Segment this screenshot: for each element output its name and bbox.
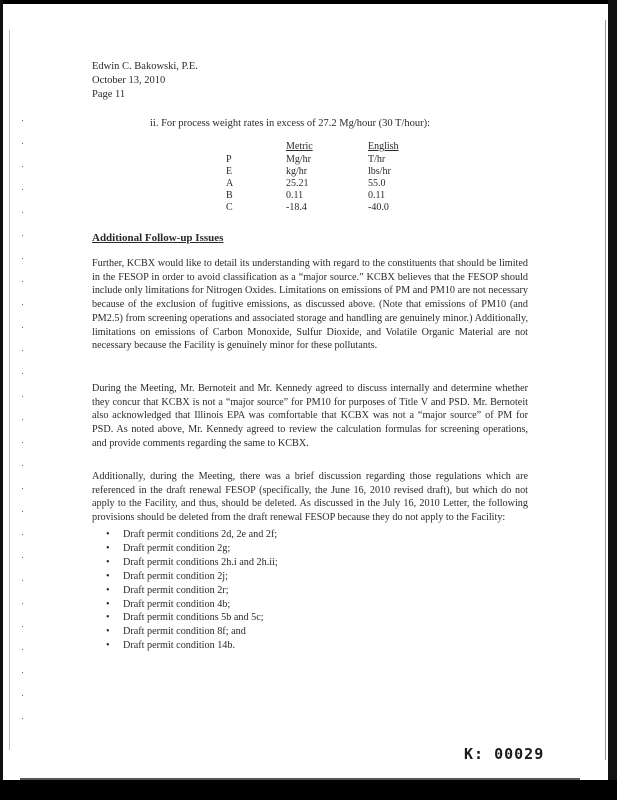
bates-stamp: K: 00029 bbox=[464, 745, 545, 763]
page-number: Page 11 bbox=[92, 89, 126, 100]
bullet-icon: • bbox=[106, 584, 110, 596]
bullet-icon: • bbox=[106, 640, 110, 652]
list-item: • Draft permit condition 2r; bbox=[106, 584, 229, 596]
list-item: • Draft permit conditions 2d, 2e and 2f; bbox=[106, 529, 278, 540]
column-english: English bbox=[368, 141, 399, 152]
section-heading: Additional Follow-up Issues bbox=[92, 232, 224, 244]
table-row: E kg/hr lbs/hr bbox=[226, 166, 391, 177]
table-row: B 0.11 0.11 bbox=[226, 190, 386, 201]
bullet-icon: • bbox=[106, 542, 110, 554]
list-item: • Draft permit condition 2j; bbox=[106, 570, 228, 582]
paragraph-meeting: During the Meeting, Mr. Bernoteit and Mr. Kennedy agreed to discuss internally and determine whether they concur that KCBX is not a “major source” for PM10 for purposes of Title V and PSD. Mr. Bernoteit also acknowledged that Illinois EPA was comfortable that KCBX was not a “major source” of PM for PSD. As noted above, Mr. Kennedy agreed to review the calculation formulas for screening operations, and provide comments regarding the same to KCBX. bbox=[92, 383, 528, 449]
list-item: • Draft permit condition 8f; and bbox=[106, 626, 246, 638]
list-item: • Draft permit conditions 2h.i and 2h.ii; bbox=[106, 556, 278, 568]
letter-date: October 13, 2010 bbox=[92, 75, 166, 86]
bullet-icon: • bbox=[106, 612, 110, 624]
table-row: A 25.21 55.0 bbox=[226, 178, 386, 189]
paragraph-regulations: Additionally, during the Meeting, there was a brief discussion regarding those regulations which are referenced in the draft renewal FESOP (specifically, the June 16, 2010 revised draft), but which do not apply to the Facility, and thus, should be deleted. As discussed in the July 16, 2010 Letter, the following provisions should be deleted from the draft renewal FESOP because they do not apply to the Facility: bbox=[92, 471, 528, 524]
paragraph-major-source: Further, KCBX would like to detail its understanding with regard to the constituents that should be limited in the FESOP in order to avoid classification as a “major source.” KCBX believes that the FESOP should include only limitations for Nitrogen Oxides. Limitations on emissions of PM and PM10 are not necessary because of the exclusion of fugitive emissions, as discussed above. (Note that emissions of PM10 (and PM2.5) from screening operations and associated storage and handling are genuinely minor.) Additionally, limitations on emissions of Carbon Monoxide, Sulfur Dioxide, and Volatile Organic Material are not necessary because the Facility is genuinely minor for these pollutants. bbox=[92, 258, 528, 352]
bullet-icon: • bbox=[106, 626, 110, 638]
bullet-icon: • bbox=[106, 529, 110, 540]
list-item: • Draft permit condition 4b; bbox=[106, 598, 231, 610]
bullet-icon: • bbox=[106, 598, 110, 610]
table-row: C -18.4 -40.0 bbox=[226, 202, 389, 213]
list-item: • Draft permit conditions 5b and 5c; bbox=[106, 612, 264, 624]
permit-condition-list bbox=[106, 528, 278, 653]
condition-text: ii. For process weight rates in excess of 27.2 Mg/hour (30 T/hour): bbox=[150, 118, 431, 129]
column-metric: Metric bbox=[286, 141, 313, 152]
bullet-icon: • bbox=[106, 556, 110, 568]
recipient-name: Edwin C. Bakowski, P.E. bbox=[92, 61, 198, 72]
table-row: P Mg/hr T/hr bbox=[226, 154, 386, 165]
list-item: • Draft permit condition 2g; bbox=[106, 542, 231, 554]
bullet-icon: • bbox=[106, 570, 110, 582]
coefficient-table bbox=[226, 141, 428, 214]
list-item: • Draft permit condition 14b. bbox=[106, 640, 236, 652]
table-header-row bbox=[226, 141, 428, 154]
letter-header bbox=[92, 60, 198, 102]
